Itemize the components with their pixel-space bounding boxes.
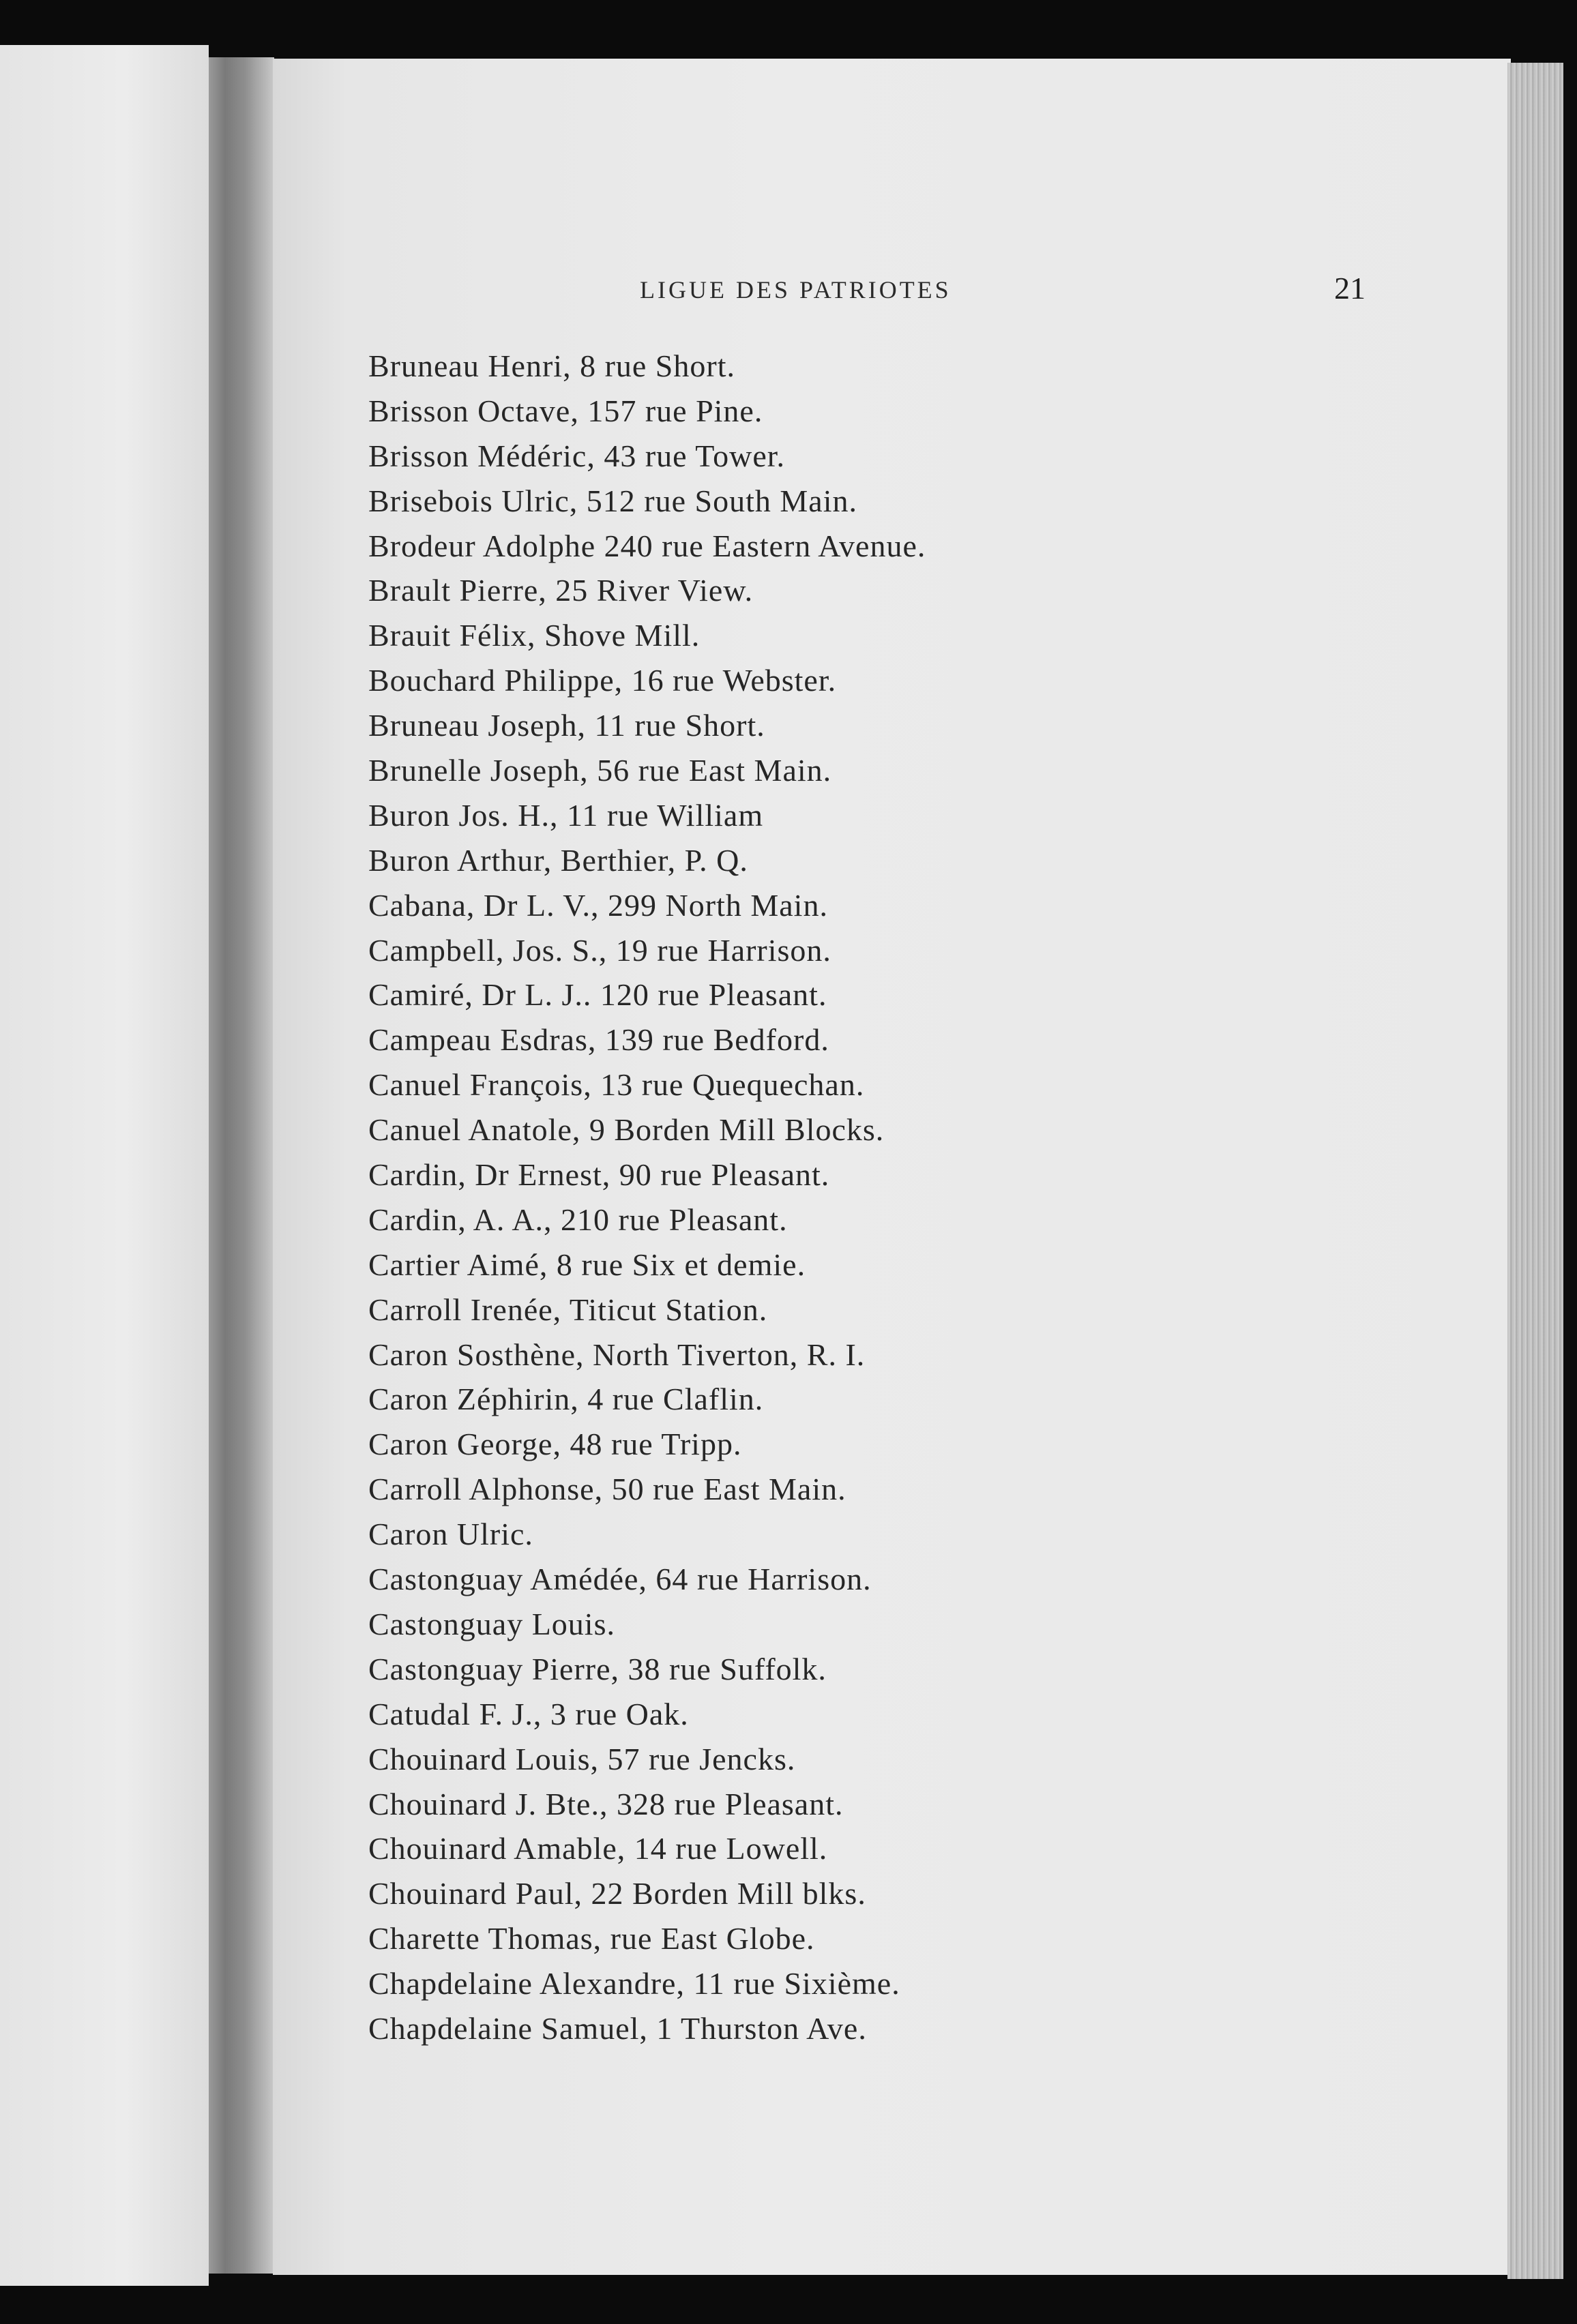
list-item: Bruneau Henri, 8 rue Short. bbox=[368, 348, 735, 383]
list-item: Castonguay Pierre, 38 rue Suffolk. bbox=[368, 1651, 827, 1686]
book-gutter bbox=[209, 57, 274, 2274]
list-item: Cardin, Dr Ernest, 90 rue Pleasant. bbox=[368, 1157, 830, 1193]
list-item: Bruneau Joseph, 11 rue Short. bbox=[368, 708, 765, 743]
list-item: Camiré, Dr L. J.. 120 rue Pleasant. bbox=[368, 977, 827, 1013]
list-item: Catudal F. J., 3 rue Oak. bbox=[368, 1696, 689, 1731]
list-item: Chouinard J. Bte., 328 rue Pleasant. bbox=[368, 1786, 844, 1821]
list-item: Brault Pierre, 25 River View. bbox=[368, 573, 754, 608]
list-item: Caron Ulric. bbox=[368, 1517, 533, 1552]
list-item: Cartier Aimé, 8 rue Six et demie. bbox=[368, 1247, 806, 1282]
list-item: Castonguay Amédée, 64 rue Harrison. bbox=[368, 1562, 872, 1597]
list-item: Chouinard Amable, 14 rue Lowell. bbox=[368, 1831, 828, 1866]
list-item: Buron Jos. H., 11 rue William bbox=[368, 797, 764, 833]
list-item: Caron Sosthène, North Tiverton, R. I. bbox=[368, 1337, 866, 1372]
list-item: Canuel Anatole, 9 Borden Mill Blocks. bbox=[368, 1112, 885, 1148]
list-item: Chouinard Louis, 57 rue Jencks. bbox=[368, 1741, 796, 1776]
list-item: Campbell, Jos. S., 19 rue Harrison. bbox=[368, 932, 831, 968]
list-item: Chapdelaine Samuel, 1 Thurston Ave. bbox=[368, 2010, 867, 2046]
list-item: Canuel François, 13 rue Quequechan. bbox=[368, 1067, 865, 1103]
list-item: Chouinard Paul, 22 Borden Mill blks. bbox=[368, 1876, 866, 1911]
list-item: Brunelle Joseph, 56 rue East Main. bbox=[368, 753, 832, 788]
page-number: 21 bbox=[1334, 271, 1366, 306]
list-item: Brisebois Ulric, 512 rue South Main. bbox=[368, 483, 857, 518]
list-item: Cardin, A. A., 210 rue Pleasant. bbox=[368, 1202, 788, 1237]
list-item: Brisson Médéric, 43 rue Tower. bbox=[368, 438, 786, 473]
list-item: Charette Thomas, rue East Globe. bbox=[368, 1921, 815, 1956]
list-item: Chapdelaine Alexandre, 11 rue Sixième. bbox=[368, 1966, 900, 2001]
list-item: Cabana, Dr L. V., 299 North Main. bbox=[368, 887, 828, 923]
list-item: Brauit Félix, Shove Mill. bbox=[368, 618, 701, 653]
running-title: LIGUE DES PATRIOTES bbox=[640, 276, 952, 303]
left-facing-page bbox=[0, 45, 209, 2286]
list-item: Caron Zéphirin, 4 rue Claflin. bbox=[368, 1382, 764, 1417]
member-directory-list bbox=[368, 344, 1473, 2051]
list-item: Castonguay Louis. bbox=[368, 1606, 615, 1641]
list-item: Brodeur Adolphe 240 rue Eastern Avenue. bbox=[368, 528, 926, 563]
list-item: Campeau Esdras, 139 rue Bedford. bbox=[368, 1022, 829, 1058]
list-item: Carroll Alphonse, 50 rue East Main. bbox=[368, 1472, 846, 1507]
list-item: Buron Arthur, Berthier, P. Q. bbox=[368, 842, 748, 878]
list-item: Carroll Irenée, Titicut Station. bbox=[368, 1292, 768, 1327]
list-item: Bouchard Philippe, 16 rue Webster. bbox=[368, 663, 837, 698]
list-item: Brisson Octave, 157 rue Pine. bbox=[368, 393, 763, 428]
page-fore-edge bbox=[1507, 63, 1563, 2279]
list-item: Caron George, 48 rue Tripp. bbox=[368, 1427, 742, 1462]
